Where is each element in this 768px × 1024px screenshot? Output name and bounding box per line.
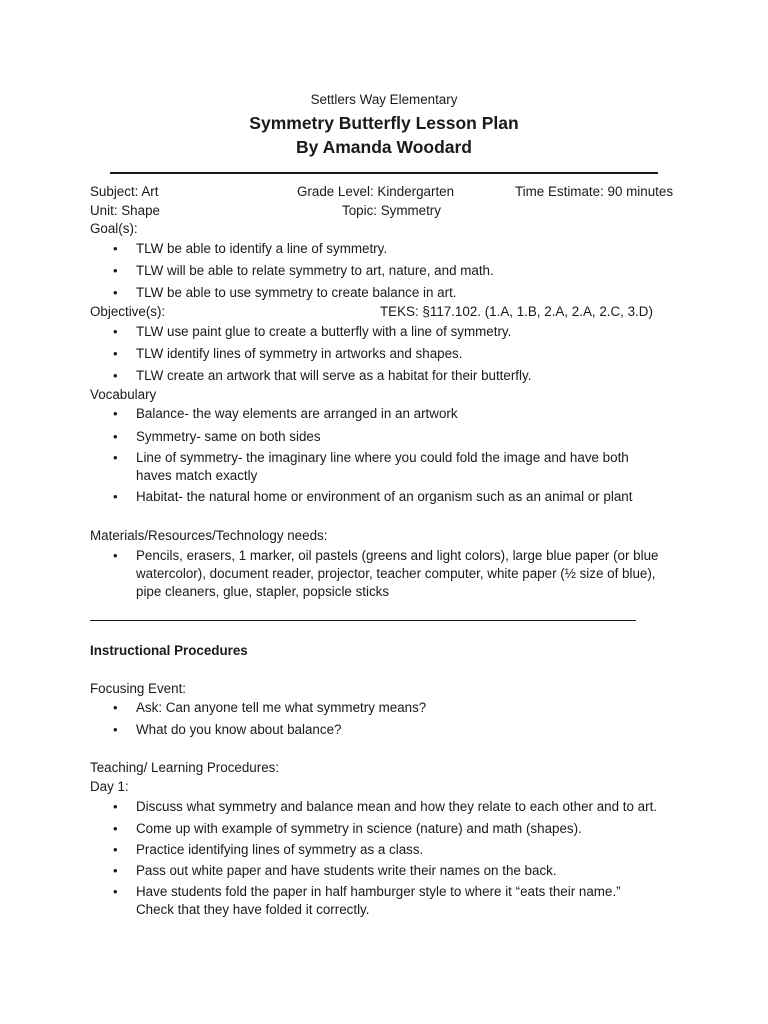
bullet-icon: • xyxy=(113,241,118,256)
list-item xyxy=(113,262,673,280)
list-item xyxy=(113,323,673,341)
list-item xyxy=(113,488,673,506)
list-item xyxy=(113,405,673,423)
teaching-procedures-heading: Teaching/ Learning Procedures: xyxy=(90,760,280,775)
topic-label: Topic: Symmetry xyxy=(342,203,441,218)
list-item xyxy=(113,841,673,859)
list-item xyxy=(113,547,678,601)
objective-text: TLW use paint glue to create a butterfly with a line of symmetry. xyxy=(136,324,512,339)
bullet-icon: • xyxy=(113,263,118,278)
goal-text: TLW be able to identify a line of symmetry. xyxy=(136,241,388,256)
materials-text: Pencils, erasers, 1 marker, oil pastels (greens and light colors), large blue paper (or blue watercolor), document reader, projector, teacher computer, white paper (½ size of blue), pipe cleaners, glue, stapler, popsicle sticks xyxy=(136,548,659,599)
list-item xyxy=(113,428,673,446)
bullet-icon: • xyxy=(113,450,118,465)
section-divider xyxy=(90,620,636,621)
list-item xyxy=(113,862,673,880)
school-name: Settlers Way Elementary xyxy=(310,92,458,107)
list-item xyxy=(113,721,673,739)
focusing-text: Ask: Can anyone tell me what symmetry means? xyxy=(136,700,427,715)
unit-label: Unit: Shape xyxy=(90,203,160,218)
procedure-text: Discuss what symmetry and balance mean and how they relate to each other and to art. xyxy=(136,799,658,814)
list-item xyxy=(113,449,653,485)
teks-label: TEKS: §117.102. (1.A, 1.B, 2.A, 2.A, 2.C, 3.D) xyxy=(380,304,653,319)
page-title: Symmetry Butterfly Lesson Plan xyxy=(249,113,519,133)
goal-text: TLW will be able to relate symmetry to art, nature, and math. xyxy=(136,263,494,278)
bullet-icon: • xyxy=(113,548,118,563)
grade-level-label: Grade Level: Kindergarten xyxy=(297,184,455,199)
bullet-icon: • xyxy=(113,324,118,339)
bullet-icon: • xyxy=(113,842,118,857)
list-item xyxy=(113,240,673,258)
list-item xyxy=(113,345,673,363)
bullet-icon: • xyxy=(113,722,118,737)
bullet-icon: • xyxy=(113,346,118,361)
vocabulary-text: Symmetry- same on both sides xyxy=(136,429,321,444)
list-item xyxy=(113,367,673,385)
author-line: By Amanda Woodard xyxy=(296,137,472,157)
vocabulary-text: Balance- the way elements are arranged in an artwork xyxy=(136,406,458,421)
header-divider xyxy=(110,172,658,174)
bullet-icon: • xyxy=(113,863,118,878)
procedure-text: Practice identifying lines of symmetry as a class. xyxy=(136,842,424,857)
list-item xyxy=(113,883,633,919)
vocabulary-text: Habitat- the natural home or environment of an organism such as an animal or plant xyxy=(136,489,633,504)
procedure-text: Pass out white paper and have students write their names on the back. xyxy=(136,863,557,878)
bullet-icon: • xyxy=(113,821,118,836)
time-estimate-label: Time Estimate: 90 minutes xyxy=(515,184,674,199)
bullet-icon: • xyxy=(113,799,118,814)
materials-heading: Materials/Resources/Technology needs: xyxy=(90,528,328,543)
procedures-heading: Instructional Procedures xyxy=(90,643,248,658)
list-item xyxy=(113,820,673,838)
list-item xyxy=(113,284,673,302)
procedure-text: Come up with example of symmetry in science (nature) and math (shapes). xyxy=(136,821,582,836)
focusing-text: What do you know about balance? xyxy=(136,722,342,737)
bullet-icon: • xyxy=(113,489,118,504)
bullet-icon: • xyxy=(113,429,118,444)
bullet-icon: • xyxy=(113,285,118,300)
focusing-event-heading: Focusing Event: xyxy=(90,681,187,696)
bullet-icon: • xyxy=(113,884,118,899)
day-heading: Day 1: xyxy=(90,779,129,794)
vocabulary-heading: Vocabulary xyxy=(90,387,157,402)
goal-text: TLW be able to use symmetry to create balance in art. xyxy=(136,285,457,300)
bullet-icon: • xyxy=(113,700,118,715)
procedure-text: Have students fold the paper in half hamburger style to where it “eats their name.” Check that they have folded it correctly. xyxy=(136,884,621,917)
vocabulary-text: Line of symmetry- the imaginary line where you could fold the image and have both haves match exactly xyxy=(136,450,629,483)
list-item xyxy=(113,699,673,717)
objectives-heading: Objective(s): xyxy=(90,304,166,319)
objective-text: TLW identify lines of symmetry in artworks and shapes. xyxy=(136,346,463,361)
bullet-icon: • xyxy=(113,406,118,421)
objective-text: TLW create an artwork that will serve as a habitat for their butterfly. xyxy=(136,368,532,383)
bullet-icon: • xyxy=(113,368,118,383)
list-item xyxy=(113,798,673,816)
goals-heading: Goal(s): xyxy=(90,221,138,236)
subject-label: Subject: Art xyxy=(90,184,159,199)
